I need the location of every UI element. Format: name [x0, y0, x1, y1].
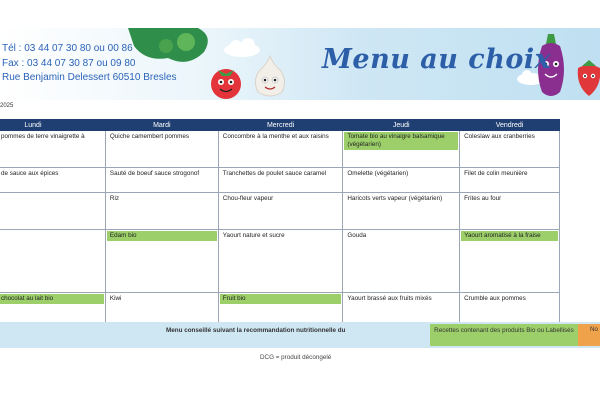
table-row	[0, 193, 560, 230]
address: Rue Benjamin Delessert 60510 Bresles	[2, 72, 177, 83]
day-header-vendredi: Vendredi	[460, 120, 560, 131]
menu-cell-bio	[460, 230, 560, 293]
menu-cell: Haricots verts vapeur (végétarien)	[343, 193, 460, 230]
menu-table	[0, 119, 560, 330]
menu-cell: Kiwi	[105, 293, 218, 330]
strawberry-icon	[574, 58, 600, 98]
menu-cell: Sauté de boeuf sauce strogonof	[105, 168, 218, 193]
menu-cell-bio	[343, 131, 460, 168]
menu-cell: Quiche camembert pommes	[105, 131, 218, 168]
table-row	[0, 131, 560, 168]
menu-cell	[0, 193, 105, 230]
menu-cell: Coleslaw aux cranberries	[460, 131, 560, 168]
dcg-note: DCG = produit décongelé	[260, 354, 332, 361]
tomato-icon	[206, 62, 246, 100]
menu-cell: Omelette (végétarien)	[343, 168, 460, 193]
nutrition-note: Menu conseillé suivant la recommandation nutritionnelle du	[166, 327, 346, 334]
table-row	[0, 230, 560, 293]
bio-item: Tomate bio au vinaigre balsamique (végétarien)	[344, 132, 458, 150]
bio-item: Yaourt aromatisé à la fraise	[461, 231, 558, 241]
day-header-mercredi: Mercredi	[218, 120, 343, 131]
menu-cell: pommes de terre vinaigrette à	[0, 131, 105, 168]
menu-cell: Frites au four	[460, 193, 560, 230]
phone-number: Tél : 03 44 07 30 80 ou 00 86	[2, 43, 133, 54]
day-header-row	[0, 120, 560, 131]
menu-cell-bio	[105, 230, 218, 293]
menu-cell: Gouda	[343, 230, 460, 293]
menu-cell: de sauce aux épices	[0, 168, 105, 193]
bio-item: Edam bio	[107, 231, 217, 241]
day-header-mardi: Mardi	[105, 120, 218, 131]
contact-info	[2, 42, 177, 86]
bio-item: chocolat au lait bio	[0, 294, 104, 304]
menu-cell: Yaourt brassé aux fruits mixés	[343, 293, 460, 330]
legend-new: No	[578, 324, 600, 346]
table-row	[0, 168, 560, 193]
menu-cell: Concombre à la menthe et aux raisins	[218, 131, 343, 168]
bio-item: Fruit bio	[220, 294, 342, 304]
menu-cell: Tranchettes de poulet sauce caramel	[218, 168, 343, 193]
menu-cell: Filet de colin meunière	[460, 168, 560, 193]
garlic-icon	[250, 54, 290, 100]
menu-cell: Chou-fleur vapeur	[218, 193, 343, 230]
page-title: Menu au choix	[322, 44, 552, 75]
fax-number: Fax : 03 44 07 30 87 ou 09 80	[2, 57, 136, 69]
day-header-jeudi: Jeudi	[343, 120, 460, 131]
menu-cell	[0, 230, 105, 293]
menu-cell: Riz	[105, 193, 218, 230]
menu-cell: Yaourt nature et sucre	[218, 230, 343, 293]
menu-cell: Crumble aux pommes	[460, 293, 560, 330]
menu-period: 2025	[0, 103, 14, 109]
day-header-lundi: Lundi	[0, 120, 105, 131]
legend-bio: Recettes contenant des produits Bio ou Labellisés	[430, 324, 578, 346]
